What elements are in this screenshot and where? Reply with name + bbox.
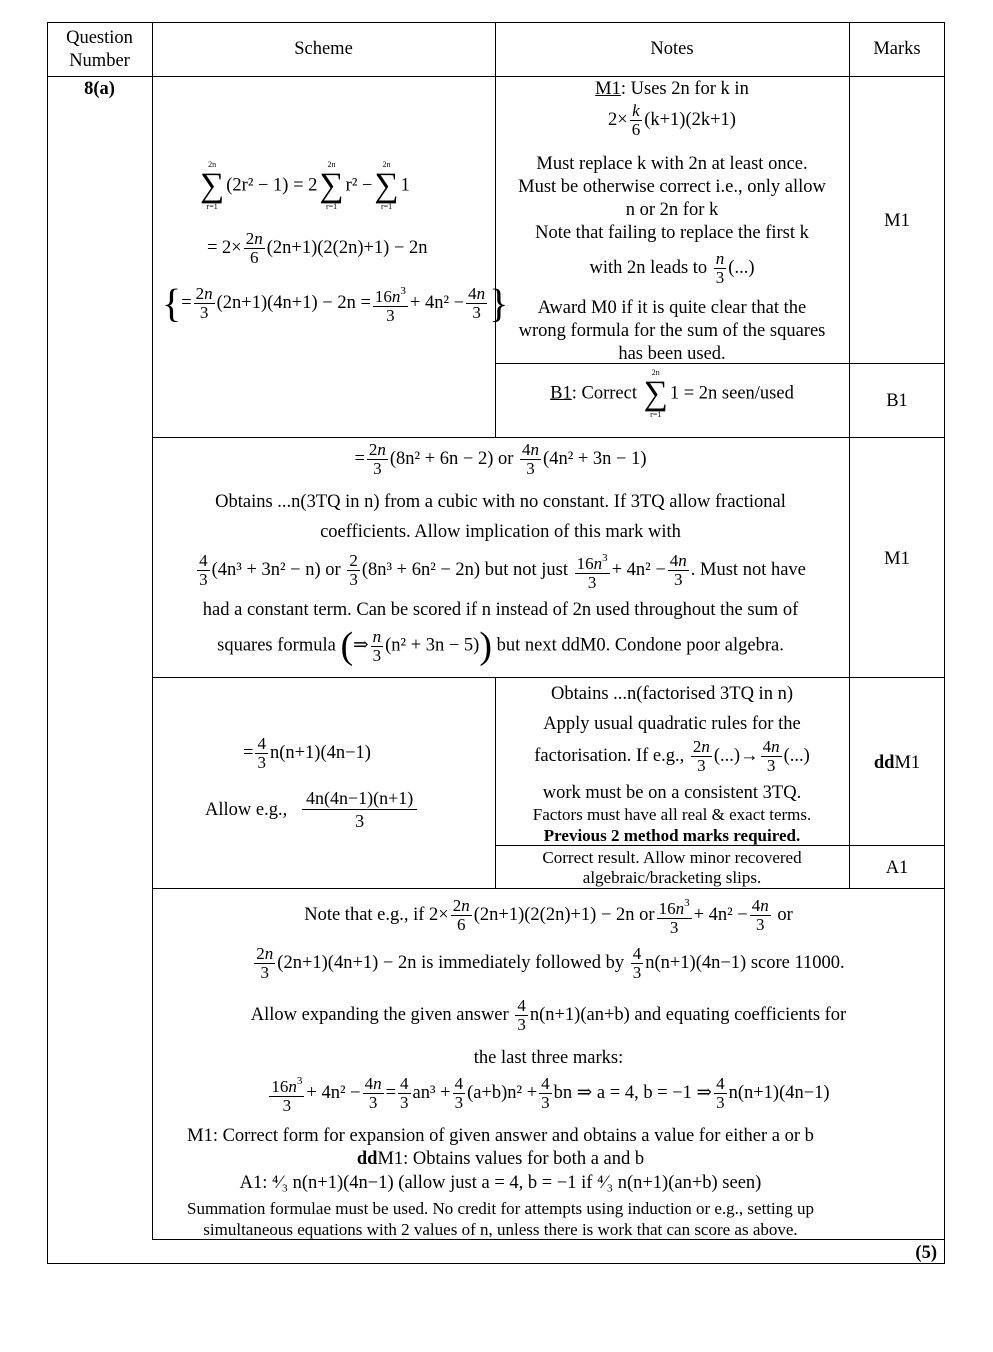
row4-line4: the last three marks:	[473, 1048, 624, 1068]
row4-line2: $\frac{2n}{3}$ (2n+1)(4n+1) − 2n is immediately followed by $\frac{4}{3}$ n(n+1)(4n−1) score 11000.	[256, 944, 845, 982]
scheme-sum-line: 2n ∑ r=1 (2r² − 1) = 2 2n ∑ r=1 r² − 2n ∑ r=1 1	[200, 160, 410, 211]
row3-notes: work must be on a consistent 3TQ.	[542, 783, 802, 803]
row2-line4: $\frac{4}{3}$ (4n³ + 3n² − n) or $\frac{2}{3}$ (8n³ + 6n² − 2n) but not just $\frac{16n^3}{3}$ + 4n² − $\frac{4n}{3}$ . Must not have	[199, 551, 806, 592]
row3-notes: factorisation. If e.g., $\frac{2n}{3}$ (...)→ $\frac{4n}{3}$ (...)	[534, 737, 810, 775]
notes-line: with 2n leads to $\frac{n}{3}$ (...)	[589, 249, 755, 287]
row2-line2: Obtains ...n(3TQ in n) from a cubic with no constant. If 3TQ allow fractional	[215, 492, 786, 512]
notes-line: Must replace k with 2n at least once.	[536, 154, 808, 174]
mark-b1: B1	[886, 391, 908, 411]
row2-line5: had a constant term. Can be scored if n instead of 2n used throughout the sum of	[202, 600, 799, 620]
row4-line3: Allow expanding the given answer $\frac{4}{3}$ n(n+1)(an+b) and equating coefficients for	[250, 996, 847, 1034]
scheme-allow-fraction: $\frac{4n(4n-1)(n+1)}{3}$	[300, 787, 419, 832]
question-number: 8(a)	[84, 79, 115, 99]
sigma-symbol: 2n ∑ r=1	[643, 368, 668, 419]
row3-notes: Previous 2 method marks required.	[543, 826, 801, 845]
row3-notes: Apply usual quadratic rules for the	[543, 714, 801, 734]
notes-line: Must be otherwise correct i.e., only allow	[518, 177, 826, 197]
total-marks: (5)	[915, 1243, 937, 1263]
header-question-number: Question Number	[66, 28, 133, 71]
notes-line: Award M0 if it is quite clear that the	[537, 298, 807, 318]
notes-line: has been used.	[618, 344, 726, 364]
row3-notes: Factors must have all real & exact terms.	[532, 805, 812, 824]
row2-line3: coefficients. Allow implication of this mark with	[320, 522, 681, 542]
mark-m1: M1	[884, 211, 910, 231]
divider	[47, 76, 945, 77]
notes-b1: B1: Correct 2n ∑ r=1 1 = 2n seen/used	[550, 368, 794, 419]
divider	[152, 437, 945, 438]
notes-line: n or 2n for k	[625, 200, 719, 220]
divider	[152, 888, 945, 889]
notes-line: Note that failing to replace the first k	[535, 223, 809, 243]
row3-notes: Correct result. Allow minor recovered	[542, 848, 802, 867]
mark-a1: A1	[885, 858, 909, 878]
row4-line6: M1: Correct form for expansion of given answer and obtains a value for either a or b	[187, 1126, 814, 1146]
mark-m1-row2: M1	[884, 549, 910, 569]
scheme-allow: Allow e.g.,	[205, 800, 288, 820]
row2-line6: squares formula (⇒ $\frac{n}{3}$ (n² + 3n − 5)) but next ddM0. Condone poor algebra.	[217, 625, 784, 667]
row2-line1: = $\frac{2n}{3}$ (8n² + 6n − 2) or $\frac{4n}{3}$ (4n² + 3n − 1)	[354, 440, 647, 478]
notes-formula: 2× $\frac{k}{6}$ (k+1)(2k+1)	[608, 101, 736, 139]
row3-notes: algebraic/bracketing slips.	[582, 868, 762, 887]
divider	[152, 677, 945, 678]
sigma-symbol: 2n ∑ r=1	[319, 160, 344, 211]
row4-line10: simultaneous equations with 2 values of n, unless there is work that can score as above.	[203, 1220, 798, 1239]
row4-line8: A1: ⁴⁄₃ n(n+1)(4n−1) (allow just a = 4, b = −1 if ⁴⁄₃ n(n+1)(an+b) seen)	[239, 1173, 762, 1193]
notes-m1-heading: M1: Uses 2n for k in	[595, 79, 749, 99]
scheme-line-2: = 2× $\frac{2n}{6}$ (2n+1)(2(2n)+1) − 2n	[207, 229, 428, 267]
sigma-symbol: 2n ∑ r=1	[374, 160, 399, 211]
row3-notes: Obtains ...n(factorised 3TQ in n)	[551, 684, 793, 704]
row4-line7: ddM1: Obtains values for both a and b	[356, 1149, 645, 1169]
scheme-line-3: {= $\frac{2n}{3}$ (2n+1)(4n+1) − 2n = $\frac{16n^3}{3}$ + 4n² − $\frac{4n}{3}$ }	[162, 280, 509, 326]
header-marks: Marks	[873, 39, 921, 59]
header-notes: Notes	[650, 39, 694, 59]
sigma-symbol: 2n ∑ r=1	[200, 160, 225, 211]
row4-line9: Summation formulae must be used. No credit for attempts using induction or e.g., setting up	[186, 1199, 814, 1218]
notes-line: wrong formula for the sum of the squares	[518, 321, 826, 341]
row4-line5: $\frac{16n^3}{3}$ + 4n² − $\frac{4n}{3}$ = $\frac{4}{3}$ an³ + $\frac{4}{3}$ (a+b)n² + $\frac{4}{3}$ bn ⇒ a = 4, b = −1 ⇒ $\frac{4}{3}$ n(n+1)(4n−1)	[271, 1074, 830, 1115]
mark-ddm1: ddM1	[873, 753, 921, 773]
header-scheme: Scheme	[294, 39, 353, 59]
row4-line1: Note that e.g., if 2× $\frac{2n}{6}$ (2n+1)(2(2n)+1) − 2n or $\frac{16n^3}{3}$ + 4n² − $\frac{4n}{3}$ or	[304, 896, 793, 937]
scheme-result: = $\frac{4}{3}$ n(n+1)(4n−1)	[243, 734, 371, 772]
